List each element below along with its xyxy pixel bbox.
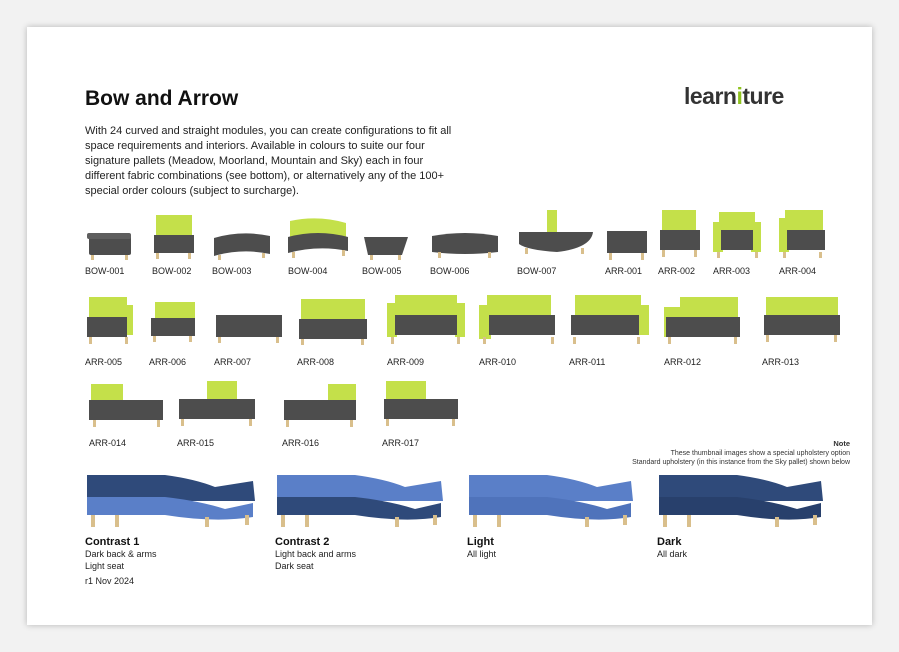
module-code: BOW-003 — [212, 266, 252, 276]
learniture-logo — [684, 83, 784, 110]
module-code: BOW-006 — [430, 266, 470, 276]
module-code: ARR-002 — [658, 266, 696, 276]
arr-013-image — [762, 295, 842, 347]
module-bow-003 — [212, 230, 272, 276]
module-code: BOW-004 — [288, 266, 328, 276]
module-code: BOW-002 — [152, 266, 192, 276]
upholstery-note — [632, 439, 850, 467]
bow-004-image — [288, 217, 350, 261]
module-arr-011 — [569, 293, 649, 367]
module-arr-008 — [297, 297, 369, 367]
module-bow-006 — [430, 230, 500, 276]
module-code: ARR-001 — [605, 266, 643, 276]
module-code: ARR-017 — [382, 438, 420, 448]
arr-001-image — [605, 225, 649, 263]
variant-dark — [657, 471, 832, 560]
module-bow-005 — [362, 233, 412, 276]
module-bow-001 — [85, 225, 135, 276]
module-code: ARR-005 — [85, 357, 123, 367]
module-arr-010 — [479, 293, 559, 367]
arr-012-image — [664, 295, 744, 347]
arr-006-image — [149, 300, 199, 344]
module-code: ARR-007 — [214, 357, 252, 367]
module-arr-016 — [282, 382, 358, 448]
arr-017-image — [382, 379, 460, 429]
module-code: ARR-012 — [664, 357, 702, 367]
module-arr-005 — [85, 295, 135, 367]
module-bow-004 — [288, 217, 350, 276]
bow-006-image — [430, 230, 500, 260]
variant-light — [467, 471, 642, 560]
bow-007-image — [517, 208, 595, 260]
module-code: ARR-014 — [89, 438, 127, 448]
module-bow-007 — [517, 208, 595, 276]
arr-003-image — [713, 210, 765, 260]
arr-004-image — [779, 208, 829, 260]
module-arr-001 — [605, 225, 649, 276]
module-arr-006 — [149, 300, 199, 367]
module-code: ARR-006 — [149, 357, 187, 367]
module-arr-014 — [89, 382, 165, 448]
module-code: ARR-010 — [479, 357, 517, 367]
variant-name: Contrast 2 — [275, 536, 330, 548]
page-title: Bow and Arrow — [85, 87, 239, 110]
module-arr-007 — [214, 311, 284, 367]
arr-008-image — [297, 297, 369, 347]
arr-002-image — [658, 208, 702, 260]
logo-part-1: learn — [684, 83, 737, 109]
module-bow-002 — [152, 213, 197, 276]
module-code: ARR-008 — [297, 357, 335, 367]
module-code: ARR-015 — [177, 438, 215, 448]
module-code: BOW-001 — [85, 266, 125, 276]
arr-005-image — [85, 295, 135, 347]
dark-sofa-image — [657, 471, 832, 531]
note-heading: Note — [833, 439, 850, 448]
variant-detail-1: Light back and arms — [275, 549, 357, 559]
module-arr-009 — [387, 293, 465, 367]
module-code: BOW-005 — [362, 266, 402, 276]
variant-name: Dark — [657, 536, 682, 548]
arr-016-image — [282, 382, 358, 430]
contrast-2-sofa-image — [275, 471, 450, 531]
variant-contrast-2 — [275, 471, 450, 572]
module-arr-003 — [713, 210, 765, 276]
module-arr-017 — [382, 379, 460, 448]
contrast-1-sofa-image — [85, 471, 260, 531]
module-arr-004 — [779, 208, 829, 276]
variant-name: Contrast 1 — [85, 536, 140, 548]
module-code: ARR-009 — [387, 357, 425, 367]
module-arr-012 — [664, 295, 744, 367]
module-arr-013 — [762, 295, 842, 367]
module-code: ARR-011 — [569, 357, 606, 367]
module-code: ARR-003 — [713, 266, 751, 276]
arr-014-image — [89, 382, 165, 430]
bow-002-image — [152, 213, 197, 261]
variant-detail-1: Dark back & arms — [85, 549, 157, 559]
revision-label: r1 Nov 2024 — [85, 576, 135, 586]
intro-paragraph: With 24 curved and straight modules, you can create configurations to fit all space requirements and interiors. Available in colours to suite our four signature pallets (Meadow, Moorland, Mountain and Sky) each in four different fabric combinations (see bottom), or alternatively any of the 100+ special order colours (subject to surcharge). — [85, 125, 452, 197]
variant-detail-2: Light seat — [85, 561, 125, 571]
variant-detail-1: All dark — [657, 549, 688, 559]
variant-detail-2: Dark seat — [275, 561, 314, 571]
light-sofa-image — [467, 471, 642, 531]
logo-part-2: i — [736, 83, 743, 109]
module-code: ARR-013 — [762, 357, 800, 367]
module-code: ARR-016 — [282, 438, 320, 448]
module-arr-002 — [658, 208, 702, 276]
note-line-1: These thumbnail images show a special upholstery option — [670, 450, 850, 457]
logo-part-3: ture — [742, 83, 784, 109]
document-sheet — [27, 27, 872, 625]
variant-contrast-1 — [85, 471, 260, 572]
bow-005-image — [362, 233, 412, 261]
bow-003-image — [212, 230, 272, 262]
variant-detail-1: All light — [467, 549, 497, 559]
variant-name: Light — [467, 536, 494, 548]
arr-009-image — [387, 293, 465, 347]
arr-015-image — [177, 379, 257, 429]
module-arr-015 — [177, 379, 257, 448]
note-line-2: Standard upholstery (in this instance from the Sky pallet) shown below — [632, 459, 850, 466]
module-code: ARR-004 — [779, 266, 817, 276]
bow-001-image — [85, 225, 135, 261]
arr-007-image — [214, 311, 284, 345]
arr-010-image — [479, 293, 559, 347]
arr-011-image — [569, 293, 649, 347]
module-code: BOW-007 — [517, 266, 557, 276]
